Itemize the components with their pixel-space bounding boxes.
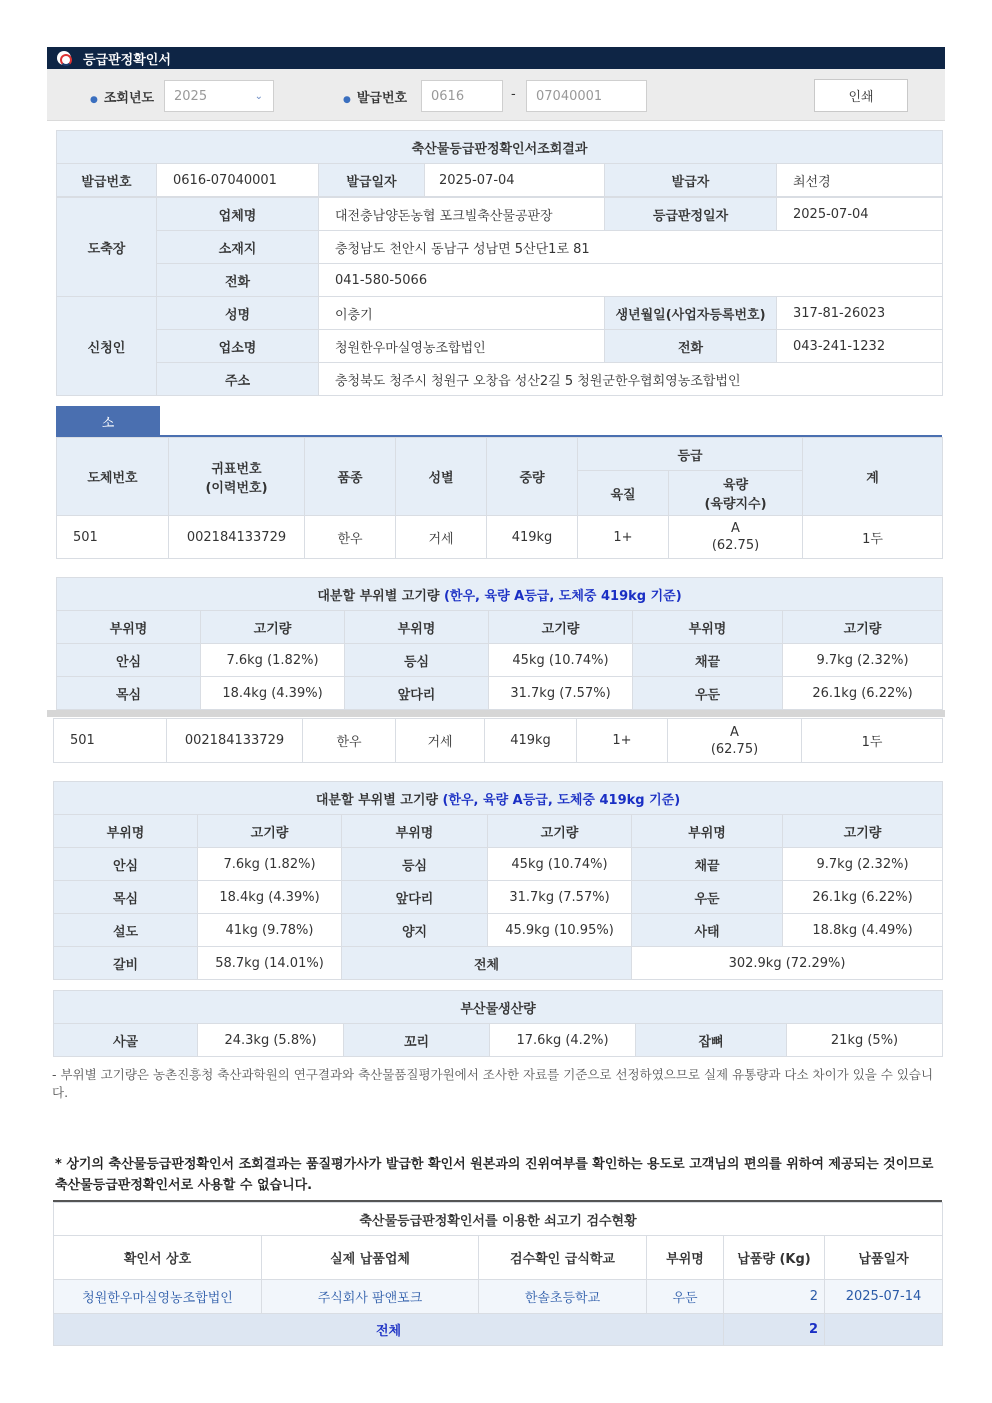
note-text: - 부위별 고기량은 농촌진흥청 축산과학원의 연구결과와 축산물품질평가원에서 조사한 자료를 기준으로 선정하였으므로 실제 유통량과 다소 차이가 있을 수 있습니다. [52, 1067, 934, 1100]
part-name: 앞다리 [342, 881, 488, 914]
h-school: 검수확인 급식학교 [479, 1236, 647, 1280]
part-amount: 18.4kg (4.39%) [198, 881, 342, 914]
addr2: 충청북도 청주시 청원구 오창읍 성산2길 5 청원군한우협회영농조합법인 [319, 363, 943, 396]
ear-tag: 002184133729 [169, 516, 305, 559]
issue-number-field-1[interactable]: 0616 [421, 80, 503, 112]
grade-date-label: 등급판정일자 [605, 198, 777, 231]
tab-cattle[interactable]: 소 [56, 406, 160, 436]
part-amount: 41kg (9.78%) [198, 914, 342, 947]
h-amount: 고기량 [489, 611, 633, 644]
birth: 317-81-26023 [777, 297, 943, 330]
part-amount: 26.1kg (6.22%) [783, 677, 943, 710]
inspect-total-empty [825, 1314, 943, 1346]
issuer-label: 발급자 [605, 164, 777, 197]
cattle-table [56, 437, 942, 559]
sex: 거세 [396, 516, 487, 559]
h-part: 부위명 [57, 611, 201, 644]
part-amount: 18.8kg (4.49%) [783, 914, 943, 947]
print-button[interactable]: 인쇄 [814, 79, 908, 112]
part-amount: 26.1kg (6.22%) [783, 881, 943, 914]
part-amount: 45.9kg (10.95%) [488, 914, 632, 947]
result-caption: 축산물등급판정확인서조회결과 [57, 131, 943, 164]
byproduct-name: 잡뼈 [636, 1024, 787, 1057]
byproduct-name: 꼬리 [344, 1024, 490, 1057]
breed: 한우 [303, 719, 396, 763]
slaughter-label: 도축장 [57, 198, 157, 297]
h-total: 계 [803, 438, 943, 516]
issue-date: 2025-07-04 [439, 172, 515, 188]
issue-dash: - [511, 87, 516, 102]
h-sex: 성별 [396, 438, 487, 516]
yield-grade: A (62.75) [669, 516, 803, 559]
byproduct-caption: 부산물생산량 [54, 991, 943, 1024]
part-amount: 7.6kg (1.82%) [201, 644, 345, 677]
h-grade: 등급 [578, 438, 803, 471]
issue-number-field-2[interactable]: 07040001 [526, 80, 647, 112]
part-name: 갈비 [54, 947, 198, 980]
h-weight: 중량 [487, 438, 578, 516]
issue-no-label: 발급번호 [57, 164, 157, 197]
chevron-down-icon: ⌄ [254, 90, 263, 102]
h-part: 부위명 [632, 815, 783, 848]
h-carcass: 도체번호 [57, 438, 169, 516]
part: 우둔 [647, 1280, 724, 1314]
part-name: 등심 [345, 644, 489, 677]
table-row [54, 719, 943, 763]
part-amount: 9.7kg (2.32%) [783, 848, 943, 881]
h-part: 부위명 [345, 611, 489, 644]
byproduct-amount: 24.3kg (5.8%) [198, 1024, 344, 1057]
carcass-no: 501 [54, 719, 167, 763]
byproduct-table [53, 990, 942, 1057]
part-amount: 58.7kg (14.01%) [198, 947, 342, 980]
phone: 041-580-5066 [319, 264, 943, 297]
h-yield: 육량 (육량지수) [669, 471, 803, 516]
table-row [54, 881, 943, 914]
table-row [54, 848, 943, 881]
parts-total: 302.9kg (72.29%) [632, 947, 943, 980]
qty: 2 [724, 1280, 825, 1314]
phone-label: 전화 [157, 264, 319, 297]
byproduct-name: 사골 [54, 1024, 198, 1057]
quality-grade: 1+ [578, 516, 669, 559]
name-label: 성명 [157, 297, 319, 330]
part-amount: 31.7kg (7.57%) [488, 881, 632, 914]
total-head: 1두 [802, 719, 943, 763]
shop-label: 업소명 [157, 330, 319, 363]
weight: 419kg [487, 516, 578, 559]
part-name: 채끝 [632, 848, 783, 881]
h-part: 부위명 [54, 815, 198, 848]
bullet-icon: ● [90, 95, 98, 105]
page-divider [47, 710, 945, 717]
part-amount: 9.7kg (2.32%) [783, 644, 943, 677]
part-amount: 7.6kg (1.82%) [198, 848, 342, 881]
inspect-total-label: 전체 [54, 1314, 724, 1346]
yield-grade: A (62.75) [668, 719, 802, 763]
search-bar [47, 69, 945, 121]
part-name: 목심 [54, 881, 198, 914]
phone2: 043-241-1232 [777, 330, 943, 363]
cert-company-link[interactable]: 청원한우마실영농조합법인 [54, 1280, 262, 1314]
part-name: 안심 [54, 848, 198, 881]
h-supplier: 실제 납품업체 [262, 1236, 479, 1280]
h-part: 부위명 [633, 611, 783, 644]
h-date: 납품일자 [825, 1236, 943, 1280]
grade-date: 2025-07-04 [777, 198, 943, 231]
issue-label: ● 발급번호 [343, 91, 408, 106]
issuer: 최선경 [777, 164, 943, 197]
company-label: 업체명 [157, 198, 319, 231]
breed: 한우 [305, 516, 396, 559]
part-name: 사태 [632, 914, 783, 947]
h-ear: 귀표번호 (이력번호) [169, 438, 305, 516]
part-name: 채끝 [633, 644, 783, 677]
result-table [56, 130, 942, 396]
part-amount: 31.7kg (7.57%) [489, 677, 633, 710]
inspect-total: 2 [724, 1314, 825, 1346]
weight: 419kg [485, 719, 577, 763]
part-name: 설도 [54, 914, 198, 947]
table-row [57, 516, 943, 559]
school: 한솔초등학교 [479, 1280, 647, 1314]
total-head: 1두 [803, 516, 943, 559]
parts-caption: 대분할 부위별 고기량 (한우, 육량 A등급, 도체중 419kg 기준) [57, 578, 943, 611]
h-amount: 고기량 [198, 815, 342, 848]
ear-tag: 002184133729 [167, 719, 303, 763]
h-amount: 고기량 [783, 815, 943, 848]
shop: 청원한우마실영농조합법인 [319, 330, 605, 363]
quality-grade: 1+ [577, 719, 668, 763]
part-amount: 18.4kg (4.39%) [201, 677, 345, 710]
logo-icon [57, 51, 71, 65]
inspect-caption: 축산물등급판정확인서를 이용한 쇠고기 검수현황 [54, 1203, 943, 1236]
issue-date-label: 발급일자 [319, 164, 425, 196]
parts-table-1 [56, 577, 942, 710]
h-cert-company: 확인서 상호 [54, 1236, 262, 1280]
warning-text: * 상기의 축산물등급판정확인서 조회결과는 품질평가사가 발급한 확인서 원본과의 진위여부를 확인하는 용도로 고객님의 편의를 위하여 제공되는 것이므로 축산물등급판정확인서로 사용할 수 없습니다. [55, 1157, 934, 1193]
delivery-date: 2025-07-14 [825, 1280, 943, 1314]
year-label: ● 조회년도 [90, 91, 155, 106]
year-select[interactable]: 2025 ⌄ [164, 80, 274, 112]
part-amount: 45kg (10.74%) [488, 848, 632, 881]
applicant-label: 신청인 [57, 297, 157, 396]
part-name: 안심 [57, 644, 201, 677]
carcass-no: 501 [57, 516, 169, 559]
part-name: 우둔 [632, 881, 783, 914]
h-part: 부위명 [342, 815, 488, 848]
part-name: 우둔 [633, 677, 783, 710]
address: 충청남도 천안시 동남구 성남면 5산단1로 81 [319, 231, 943, 264]
h-breed: 품종 [305, 438, 396, 516]
parts-table-2 [53, 781, 942, 980]
h-amount: 고기량 [488, 815, 632, 848]
h-amount: 고기량 [201, 611, 345, 644]
sex: 거세 [396, 719, 485, 763]
byproduct-amount: 21kg (5%) [787, 1024, 943, 1057]
address-label: 소재지 [157, 231, 319, 264]
inspect-table [53, 1200, 942, 1346]
parts-total-label: 전체 [342, 947, 632, 980]
company: 대전충남양돈농협 포크빌축산물공판장 [319, 198, 605, 231]
h-quality: 육질 [578, 471, 669, 516]
title-bar [47, 47, 945, 69]
parts-caption: 대분할 부위별 고기량 (한우, 육량 A등급, 도체중 419kg 기준) [54, 782, 943, 815]
issue-no: 0616-07040001 [157, 164, 319, 197]
table-row [57, 644, 943, 677]
table-row [54, 1280, 943, 1314]
table-row [54, 947, 943, 980]
cattle-row-repeat [53, 718, 942, 763]
table-row [57, 677, 943, 710]
h-part: 부위명 [647, 1236, 724, 1280]
part-name: 목심 [57, 677, 201, 710]
table-row [54, 1024, 943, 1057]
phone2-label: 전화 [605, 330, 777, 363]
page-title: 등급판정확인서 [83, 52, 171, 68]
applicant-name: 이충기 [319, 297, 605, 330]
table-row [54, 914, 943, 947]
part-name: 앞다리 [345, 677, 489, 710]
supplier: 주식회사 팜앤포크 [262, 1280, 479, 1314]
part-name: 등심 [342, 848, 488, 881]
part-amount: 45kg (10.74%) [489, 644, 633, 677]
part-name: 양지 [342, 914, 488, 947]
bullet-icon: ● [343, 95, 351, 105]
addr2-label: 주소 [157, 363, 319, 396]
h-amount: 고기량 [783, 611, 943, 644]
h-qty: 납품량 (Kg) [724, 1236, 825, 1280]
birth-label: 생년월일(사업자등록번호) [605, 297, 777, 330]
byproduct-amount: 17.6kg (4.2%) [490, 1024, 636, 1057]
